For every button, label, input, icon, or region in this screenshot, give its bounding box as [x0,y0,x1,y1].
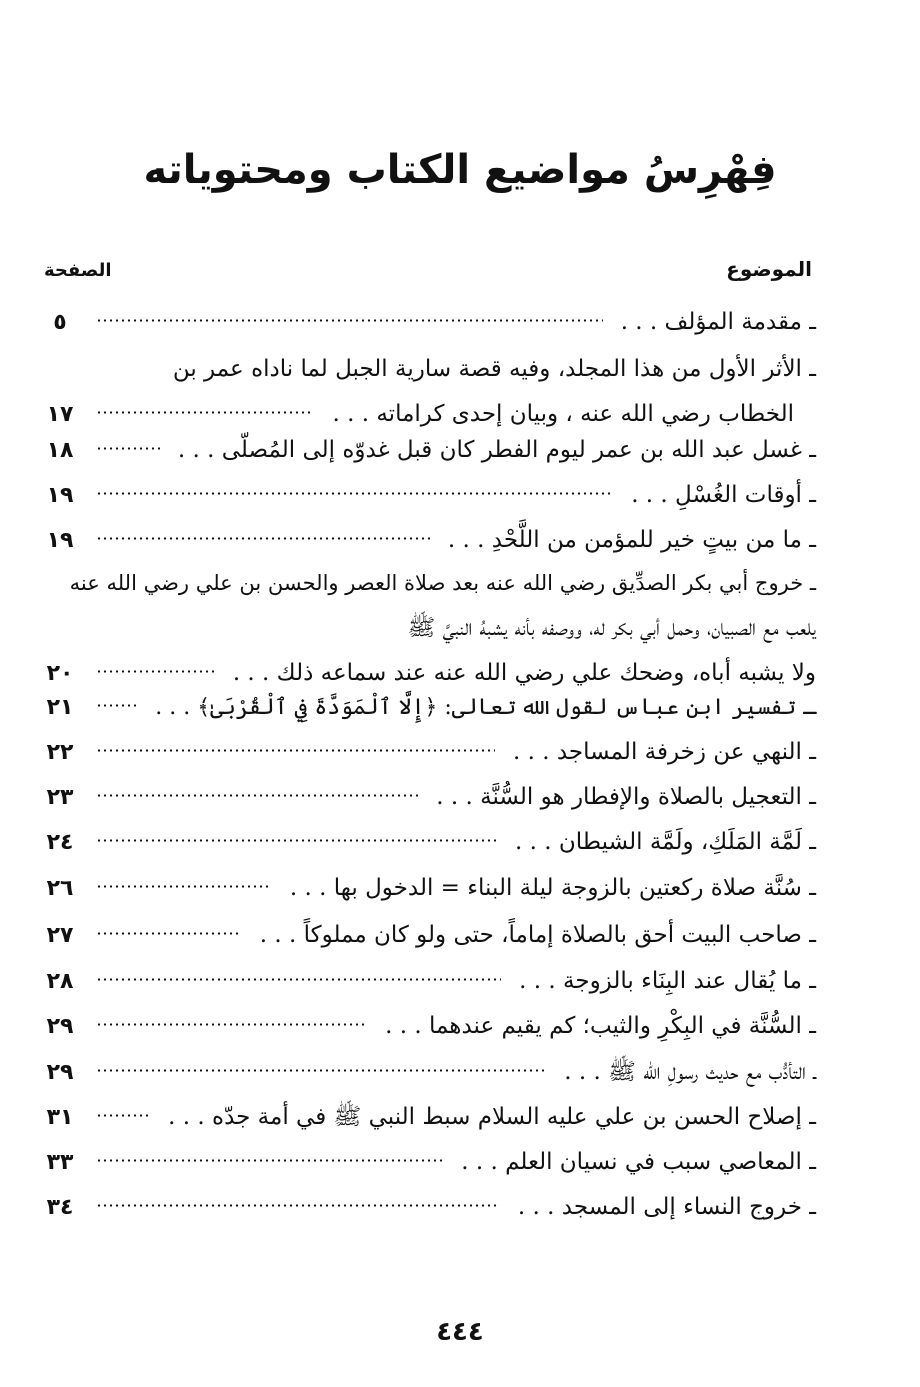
toc-entry-page: ٢٦ [46,876,74,901]
toc-entry-text: ـ غسل عبد الله بن عمر ليوم الفطر كان قبل غدوّه إلى المُصلّى . . . [177,437,816,463]
toc-entry [40,1004,816,1049]
toc-entry-page: ٢١ [46,695,74,720]
dot-leader [96,885,272,888]
dot-leader [96,749,495,752]
dot-leader [96,839,497,842]
toc-entry-text: ـ أوقات الغُسْلِ . . . [631,482,816,508]
dot-leader [96,537,430,540]
dot-leader [96,670,215,673]
toc-entry-text: ـ التأدُّب مع حديث رسولِ الله ﷺ . . . [564,1059,816,1085]
toc-entry [40,1095,816,1140]
toc-entry-text: ـ مقدمة المؤلف . . . [620,309,816,335]
toc-entry-page: ٣٣ [46,1150,74,1175]
toc-entry [40,1185,816,1230]
toc-entry [40,1140,816,1185]
toc-entry-text: ـ لَمَّة المَلَكِ، ولَمَّة الشيطان . . . [515,829,816,855]
toc-entry-page: ٣١ [46,1105,74,1130]
toc-entry [40,561,816,696]
dot-leader [96,932,242,935]
toc-entry-text: ـ صاحب البيت أحق بالصلاة إماماً، حتى ولو كان مملوكاً . . . [259,922,816,948]
toc-entry-page: ٢٩ [46,1014,74,1039]
dot-leader [96,492,613,495]
dot-leader [96,319,603,322]
toc-entry-text: ـ تفسير ابن عباس لقول الله تعالى: ﴿إِلَّا ٱلْمَوَدَّةَ فِي ٱلْقُرْبَىٰ﴾ . . . [155,695,816,720]
toc-entry [40,347,816,437]
toc-entry [40,1050,816,1095]
toc-entry-text: ـ ما من بيتٍ خير للمؤمن من اللَّحْدِ . . . [447,527,816,553]
toc-entry-text: ـ ما يُقال عند البِنَاء بالزوجة . . . [519,968,816,994]
dot-leader [96,1114,150,1117]
toc-entry-page: ٢٣ [46,785,74,810]
toc-entry-page: ١٩ [46,528,74,553]
toc-entry-text: ـ الأثر الأول من هذا المجلد، وفيه قصة سارية الجبل لما ناداه عمر بن [172,356,816,382]
dot-leader [96,978,501,981]
toc-entry [40,913,816,958]
toc-entry-page: ١٨ [46,438,74,463]
page-number: ٤٤٤ [436,1317,484,1347]
toc-entry [40,473,816,518]
toc-entry [40,300,816,345]
toc-entry [40,959,816,1004]
dot-leader [96,447,160,450]
dot-leader [96,704,137,707]
toc-entry-page: ٢٨ [46,969,74,994]
dot-leader [96,411,314,414]
toc-entry-text: ـ التعجيل بالصلاة والإفطار هو السُّنَّة . . . [436,784,816,810]
toc-entry-text: ولا يشبه أباه، وضحك علي رضي الله عنه عند سماعه ذلك . . . [232,660,816,686]
toc-entry-page: ٢٢ [46,740,74,765]
toc-entry-text: ـ إصلاح الحسن بن علي عليه السلام سبط النبي ﷺ في أمة جدّه . . . [168,1104,816,1130]
toc-entry [40,775,816,820]
toc-entry-page: ٢٩ [46,1060,74,1085]
toc-entry-text: ـ خروج النساء إلى المسجد . . . [517,1194,816,1220]
dot-leader [96,1204,500,1207]
toc-entry-text: ـ سُنَّة صلاة ركعتين بالزوجة ليلة البناء = الدخول بها . . . [289,875,816,901]
toc-entry [40,428,816,473]
toc-entry-text: ـ النهي عن زخرفة المساجد . . . [512,739,816,765]
toc-entry-text: ـ خروج أبي بكر الصدِّيق رضي الله عنه بعد صلاة العصر والحسن بن علي رضي الله عنه [69,571,816,595]
toc-entry [40,685,816,730]
toc-entry-page: ٢٤ [46,830,74,855]
dot-leader [96,1159,443,1162]
page-column-header: الصفحة [44,260,112,281]
toc-entry-page: ١٩ [46,483,74,508]
toc-entry-text: الخطاب رضي الله عنه ، وبيان إحدى كراماته . . . [332,401,794,427]
toc-entry-text: ـ المعاصي سبب في نسيان العلم . . . [461,1149,816,1175]
toc-entry-page: ١٧ [46,402,74,427]
toc-entry [40,730,816,775]
toc-entry [40,820,816,865]
toc-entry-page: ٥ [53,310,67,335]
toc-entry-text: يلعب مع الصبيان، وحمل أبي بكر له، ووصفه بأنه يشبهُ النبيَّ ﷺ [407,615,816,641]
dot-leader [96,1069,546,1072]
dot-leader [96,794,418,797]
toc-entry [40,866,816,911]
toc-entry-page: ٢٧ [46,923,74,948]
dot-leader [96,1023,367,1026]
toc-entry-page: ٢٠ [46,661,74,686]
topic-column-header: الموضوع [726,257,812,281]
toc-entry-text: ـ السُّنَّة في البِكْرِ والثيب؛ كم يقيم عندهما . . . [385,1013,816,1039]
page-title: فِهْرِسُ مواضيع الكتاب ومحتوياته [143,147,777,193]
toc-entry [40,518,816,563]
toc-entry-page: ٣٤ [46,1195,74,1220]
